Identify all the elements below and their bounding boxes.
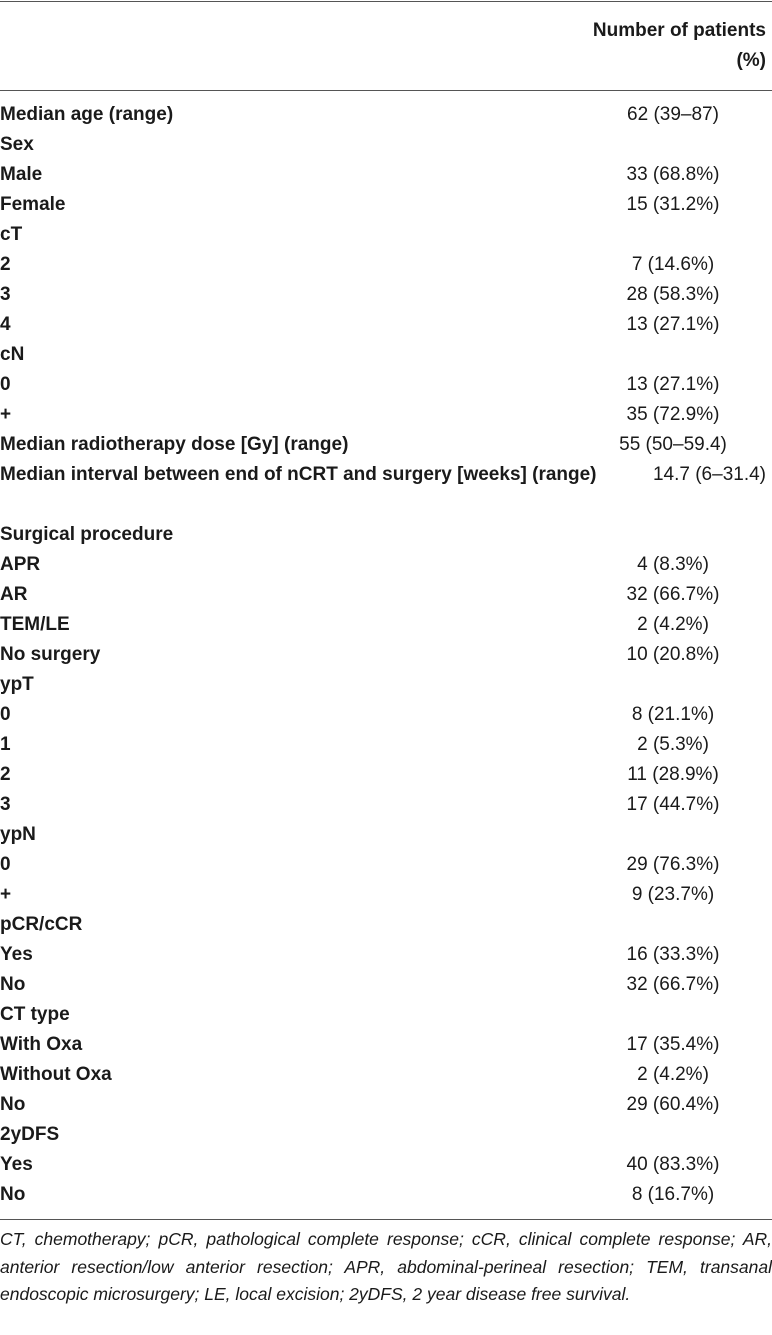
row-value: 8 (21.1%) <box>631 704 715 725</box>
row-value: 4 (8.3%) <box>637 554 709 575</box>
row-label: No <box>0 1184 26 1205</box>
row-label: 0 <box>0 854 11 875</box>
table-footnote: CT, chemotherapy; pCR, pathological complete response; cCR, clinical complete response; AR, anterior resection/low anterior resection; APR, abdominal-perineal resection; TEM, transanal endoscopic microsurgery; LE, local excision; 2yDFS, 2 year disease free survival. <box>0 1229 772 1304</box>
row-value: 32 (66.7%) <box>626 584 720 605</box>
table-row <box>0 1090 772 1120</box>
row-label: 3 <box>0 794 11 815</box>
table-row <box>0 700 772 730</box>
table-row <box>0 910 772 940</box>
row-value: 17 (35.4%) <box>626 1034 720 1055</box>
row-label: APR <box>0 554 41 575</box>
row-label: Yes <box>0 944 33 965</box>
table-row <box>0 640 772 670</box>
row-value: 17 (44.7%) <box>626 794 720 815</box>
row-label: Sex <box>0 134 34 155</box>
row-value: 13 (27.1%) <box>626 374 720 395</box>
row-value: 32 (66.7%) <box>626 974 720 995</box>
row-value: 15 (31.2%) <box>626 194 720 215</box>
row-label: Median age (range) <box>0 104 174 125</box>
row-label: No surgery <box>0 644 101 665</box>
row-label: 4 <box>0 314 11 335</box>
row-value: 55 (50–59.4) <box>619 434 727 455</box>
row-label: Surgical procedure <box>0 524 174 545</box>
table-row <box>0 550 772 580</box>
row-label: ypT <box>0 674 34 695</box>
table-row <box>0 670 772 700</box>
row-value: 2 (4.2%) <box>637 1064 709 1085</box>
table-row <box>0 160 772 190</box>
row-value: 11 (28.9%) <box>627 764 719 785</box>
row-value: 29 (76.3%) <box>626 854 720 875</box>
row-label: + <box>0 404 12 425</box>
table-row <box>0 340 772 370</box>
table-row <box>0 130 772 160</box>
table-row <box>0 1030 772 1060</box>
table-row <box>0 1150 772 1180</box>
table-row <box>0 220 772 250</box>
row-label: No <box>0 1094 26 1115</box>
row-value: 28 (58.3%) <box>626 284 720 305</box>
table-row <box>0 880 772 910</box>
row-label: TEM/LE <box>0 614 70 635</box>
row-value: 10 (20.8%) <box>626 644 720 665</box>
table-row <box>0 400 772 430</box>
row-label: 0 <box>0 374 11 395</box>
row-value: 13 (27.1%) <box>626 314 720 335</box>
row-label: cT <box>0 224 23 245</box>
row-value: 16 (33.3%) <box>626 944 720 965</box>
table-body <box>0 100 772 1210</box>
row-value: 62 (39–87) <box>627 104 719 125</box>
table-bottom-rule <box>0 1219 772 1220</box>
row-label: 2 <box>0 764 11 785</box>
table-row <box>0 790 772 820</box>
table-row <box>0 1060 772 1090</box>
row-label: Yes <box>0 1154 33 1175</box>
table-row <box>0 100 772 130</box>
row-label: Female <box>0 194 66 215</box>
table-row <box>0 310 772 340</box>
row-label: Median interval between end of nCRT and surgery [weeks] (range) <box>0 464 597 485</box>
row-value: 9 (23.7%) <box>631 884 715 905</box>
row-label: Median radiotherapy dose [Gy] (range) <box>0 434 349 455</box>
row-value: 40 (83.3%) <box>626 1154 720 1175</box>
table-row <box>0 610 772 640</box>
row-label: Without Oxa <box>0 1064 112 1085</box>
table-row <box>0 250 772 280</box>
row-label: + <box>0 884 12 905</box>
table-row <box>0 940 772 970</box>
row-label: No <box>0 974 26 995</box>
row-label: With Oxa <box>0 1034 83 1055</box>
table-row <box>0 1000 772 1030</box>
table-row <box>0 850 772 880</box>
row-label: ypN <box>0 824 36 845</box>
row-label: CT type <box>0 1004 70 1025</box>
table-row <box>0 370 772 400</box>
table-row <box>0 760 772 790</box>
column-header-number-of-patients: Number of patients (%) <box>592 20 766 71</box>
table-row <box>0 820 772 850</box>
row-value: 7 (14.6%) <box>631 254 715 275</box>
table-header-rule <box>0 90 772 91</box>
row-label: pCR/cCR <box>0 914 83 935</box>
row-value: 2 (5.3%) <box>637 734 709 755</box>
table-row <box>0 280 772 310</box>
table-row <box>0 580 772 610</box>
table-row <box>0 190 772 220</box>
row-label: Male <box>0 164 43 185</box>
table-row <box>0 1180 772 1210</box>
row-label: AR <box>0 584 28 605</box>
row-label: cN <box>0 344 25 365</box>
row-label: 2yDFS <box>0 1124 60 1145</box>
table-row <box>0 520 772 550</box>
table-row <box>0 970 772 1000</box>
row-value: 33 (68.8%) <box>626 164 720 185</box>
row-value: 2 (4.2%) <box>637 614 709 635</box>
table-row <box>0 430 772 460</box>
table-top-rule <box>0 1 772 2</box>
table-row <box>0 1120 772 1150</box>
row-label: 2 <box>0 254 11 275</box>
row-value: 35 (72.9%) <box>626 404 720 425</box>
row-value: 29 (60.4%) <box>626 1094 720 1115</box>
table-row <box>0 730 772 760</box>
row-label: 1 <box>0 734 11 755</box>
row-value: 14.7 (6–31.4) <box>652 464 766 485</box>
row-label: 3 <box>0 284 11 305</box>
row-value: 8 (16.7%) <box>631 1184 715 1205</box>
row-label: 0 <box>0 704 11 725</box>
table-row <box>0 460 772 520</box>
